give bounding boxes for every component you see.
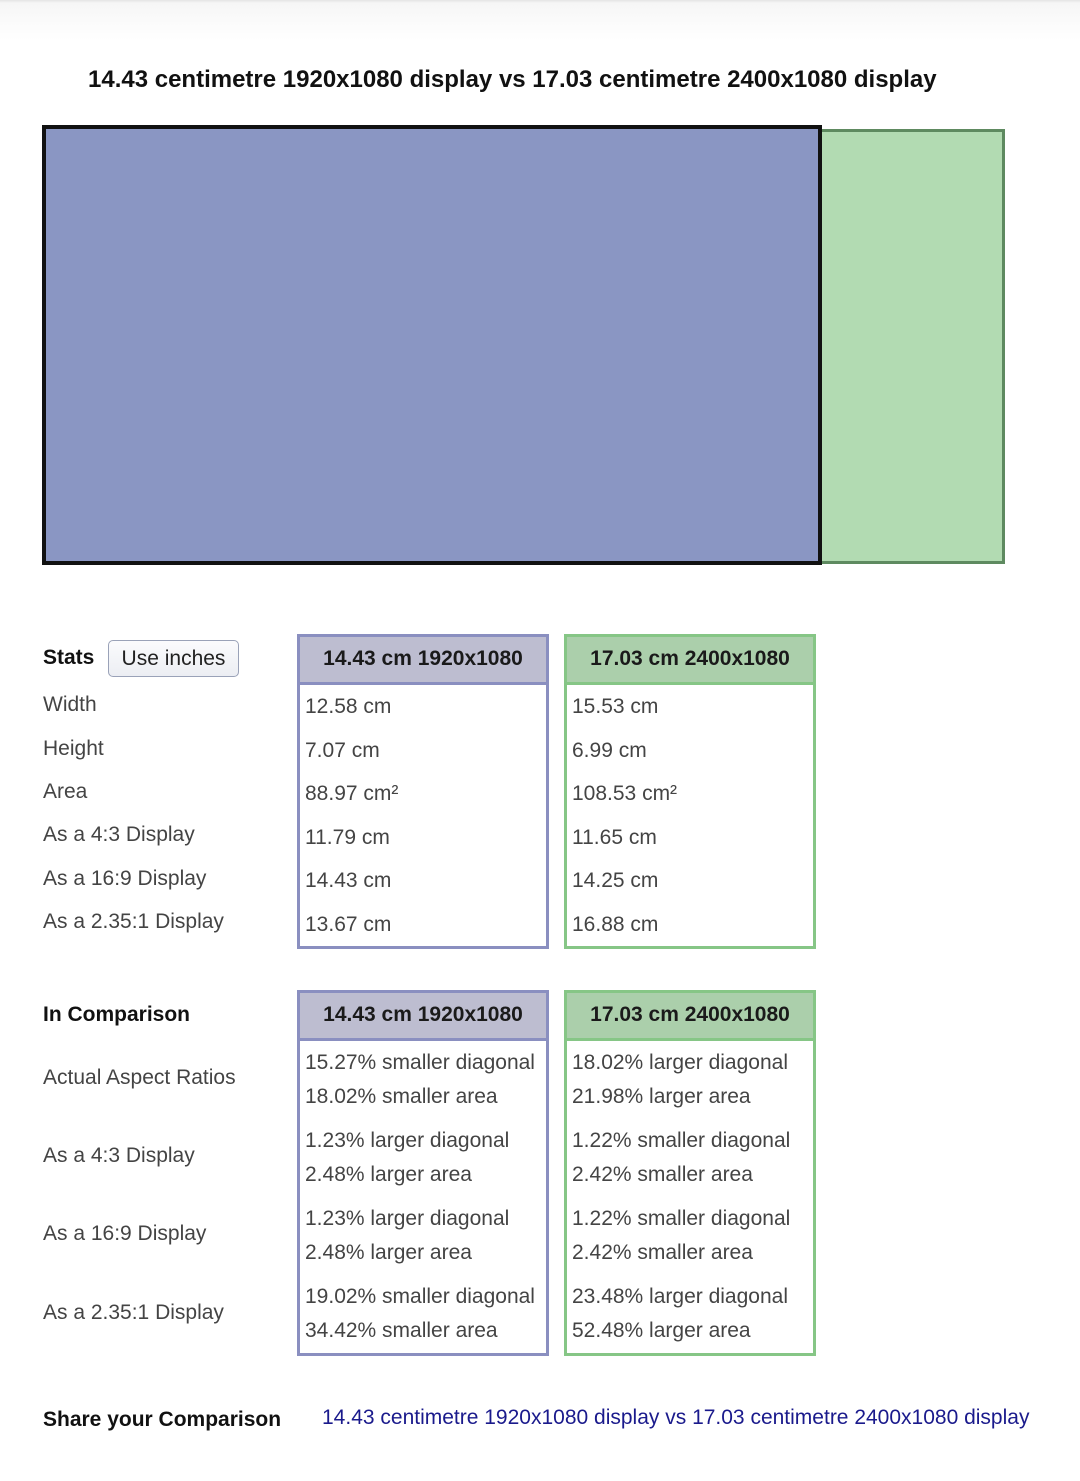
diagonal-comparison: 1.22% smaller diagonal xyxy=(572,1207,791,1230)
diagonal-comparison: 1.23% larger diagonal xyxy=(305,1129,510,1152)
stats-value: 11.79 cm xyxy=(305,825,390,849)
comparison-heading: In Comparison xyxy=(43,1003,191,1026)
display-a-outline xyxy=(42,125,822,565)
area-comparison: 52.48% larger area xyxy=(572,1319,751,1342)
stats-value: 6.99 cm xyxy=(572,738,647,762)
comparison-header-display-b: 17.03 cm 2400x1080 xyxy=(567,993,813,1041)
area-comparison: 2.42% smaller area xyxy=(572,1241,753,1264)
diagonal-comparison: 1.23% larger diagonal xyxy=(305,1207,510,1230)
stats-value: 14.43 cm xyxy=(305,869,392,892)
comparison-row-label: As a 16:9 Display xyxy=(43,1222,207,1245)
stats-row-label: As a 4:3 Display xyxy=(43,823,195,846)
comparison-cell xyxy=(567,1119,813,1197)
stats-row-label: Area xyxy=(43,780,88,803)
diagonal-comparison: 1.22% smaller diagonal xyxy=(572,1129,791,1152)
area-comparison: 34.42% smaller area xyxy=(305,1319,498,1342)
stats-value: 16.88 cm xyxy=(572,912,659,936)
stats-table-display-a xyxy=(297,634,549,949)
stats-value: 11.65 cm xyxy=(572,825,657,849)
stats-value: 108.53 cm² xyxy=(572,782,678,805)
diagonal-comparison: 23.48% larger diagonal xyxy=(572,1285,788,1308)
comparison-cell xyxy=(567,1197,813,1275)
stats-row-label: As a 2.35:1 Display xyxy=(43,910,224,933)
diagonal-comparison: 19.02% smaller diagonal xyxy=(305,1285,535,1308)
stats-value: 14.25 cm xyxy=(572,869,659,892)
comparison-cell xyxy=(567,1275,813,1353)
area-comparison: 2.42% smaller area xyxy=(572,1163,753,1186)
stats-heading: Stats xyxy=(43,646,95,669)
stats-value: 88.97 cm² xyxy=(305,782,399,805)
comparison-cell xyxy=(300,1275,546,1353)
area-comparison: 21.98% larger area xyxy=(572,1085,751,1108)
area-comparison: 2.48% larger area xyxy=(305,1241,472,1264)
stats-value: 15.53 cm xyxy=(572,695,659,718)
stats-value: 13.67 cm xyxy=(305,912,392,936)
comparison-table-display-a xyxy=(297,990,549,1356)
diagonal-comparison: 15.27% smaller diagonal xyxy=(305,1051,535,1074)
comparison-row-label: As a 2.35:1 Display xyxy=(43,1301,224,1324)
stats-row-label: Width xyxy=(43,693,97,716)
comparison-cell xyxy=(567,1041,813,1119)
use-inches-button[interactable]: Use inches xyxy=(108,640,239,677)
stats-row-label: As a 16:9 Display xyxy=(43,867,207,890)
stats-header-display-a: 14.43 cm 1920x1080 xyxy=(300,637,546,685)
comparison-cell xyxy=(300,1041,546,1119)
stats-row-label: Height xyxy=(43,737,104,760)
stats-value: 7.07 cm xyxy=(305,738,380,762)
page-title: 14.43 centimetre 1920x1080 display vs 17.03 centimetre 2400x1080 display xyxy=(88,66,937,93)
comparison-row-label: Actual Aspect Ratios xyxy=(43,1066,236,1089)
stats-value: 12.58 cm xyxy=(305,695,392,718)
area-comparison: 18.02% smaller area xyxy=(305,1085,498,1108)
comparison-row-label: As a 4:3 Display xyxy=(43,1144,195,1167)
share-comparison-link[interactable]: 14.43 centimetre 1920x1080 display vs 17.03 centimetre 2400x1080 display xyxy=(322,1406,1030,1429)
stats-header-display-b: 17.03 cm 2400x1080 xyxy=(567,637,813,685)
top-shadow xyxy=(0,0,1080,40)
comparison-header-display-a: 14.43 cm 1920x1080 xyxy=(300,993,546,1041)
share-label: Share your Comparison xyxy=(43,1408,282,1431)
area-comparison: 2.48% larger area xyxy=(305,1163,472,1186)
diagonal-comparison: 18.02% larger diagonal xyxy=(572,1051,788,1074)
stats-table-display-b xyxy=(564,634,816,949)
comparison-cell xyxy=(300,1119,546,1197)
comparison-table-display-b xyxy=(564,990,816,1356)
comparison-cell xyxy=(300,1197,546,1275)
